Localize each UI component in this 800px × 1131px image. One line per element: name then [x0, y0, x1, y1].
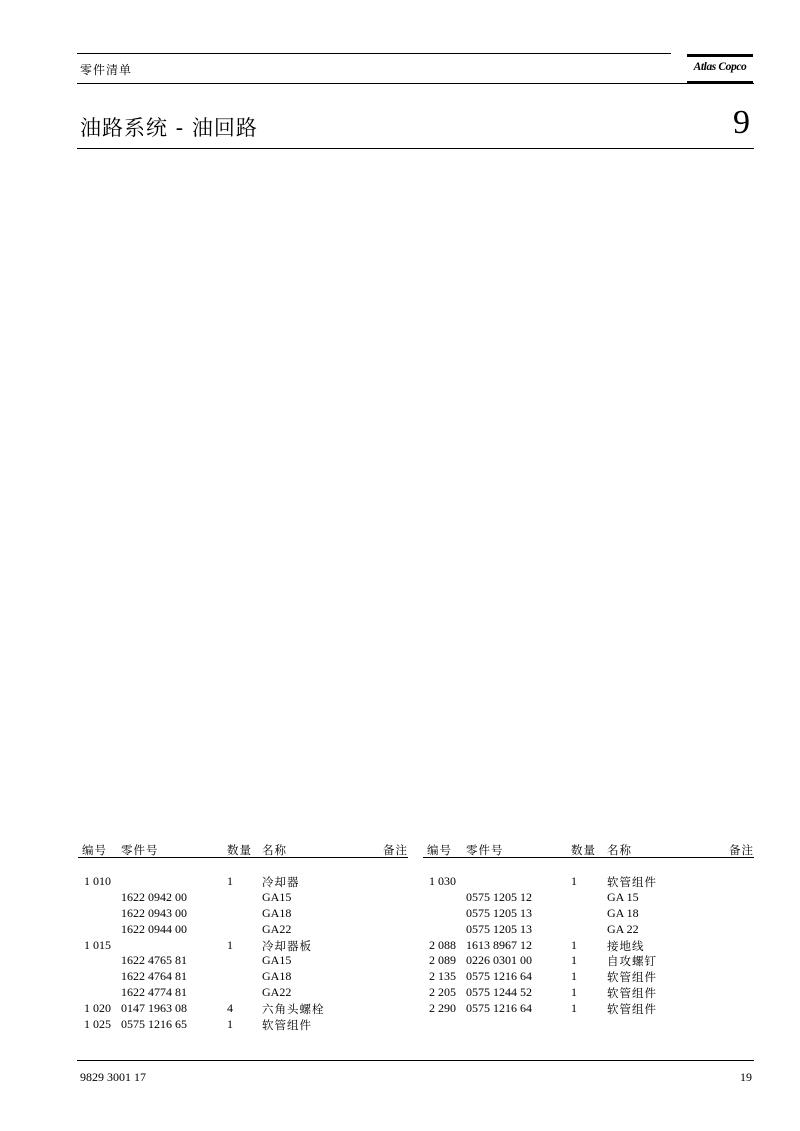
col-header-item-left: 编号: [82, 843, 107, 857]
page-number: 19: [740, 1070, 752, 1084]
table-header-rule-right: [423, 857, 754, 858]
section-title: 油路系统 - 油回路: [80, 116, 258, 140]
col-header-name-right: 名称: [607, 843, 632, 857]
col-header-part-right: 零件号: [466, 843, 504, 857]
table-header-rule-left: [78, 857, 408, 858]
atlas-copco-logo: [687, 54, 753, 84]
header-mid-rule: [77, 83, 754, 84]
brand-wordmark: Atlas Copco: [693, 61, 747, 73]
header-top-rule: [77, 53, 671, 54]
col-header-remark-right: 备注: [729, 843, 754, 857]
col-header-remark-left: 备注: [383, 843, 408, 857]
doc-type-label: 零件清单: [80, 63, 133, 77]
col-header-qty-left: 数量: [227, 843, 252, 857]
footer-rule: [77, 1060, 754, 1061]
section-number: 9: [733, 104, 750, 141]
title-rule: [77, 148, 754, 149]
col-header-qty-right: 数量: [571, 843, 596, 857]
document-code: 9829 3001 17: [80, 1070, 146, 1084]
col-header-part-left: 零件号: [121, 843, 159, 857]
col-header-name-left: 名称: [262, 843, 287, 857]
col-header-item-right: 编号: [427, 843, 452, 857]
